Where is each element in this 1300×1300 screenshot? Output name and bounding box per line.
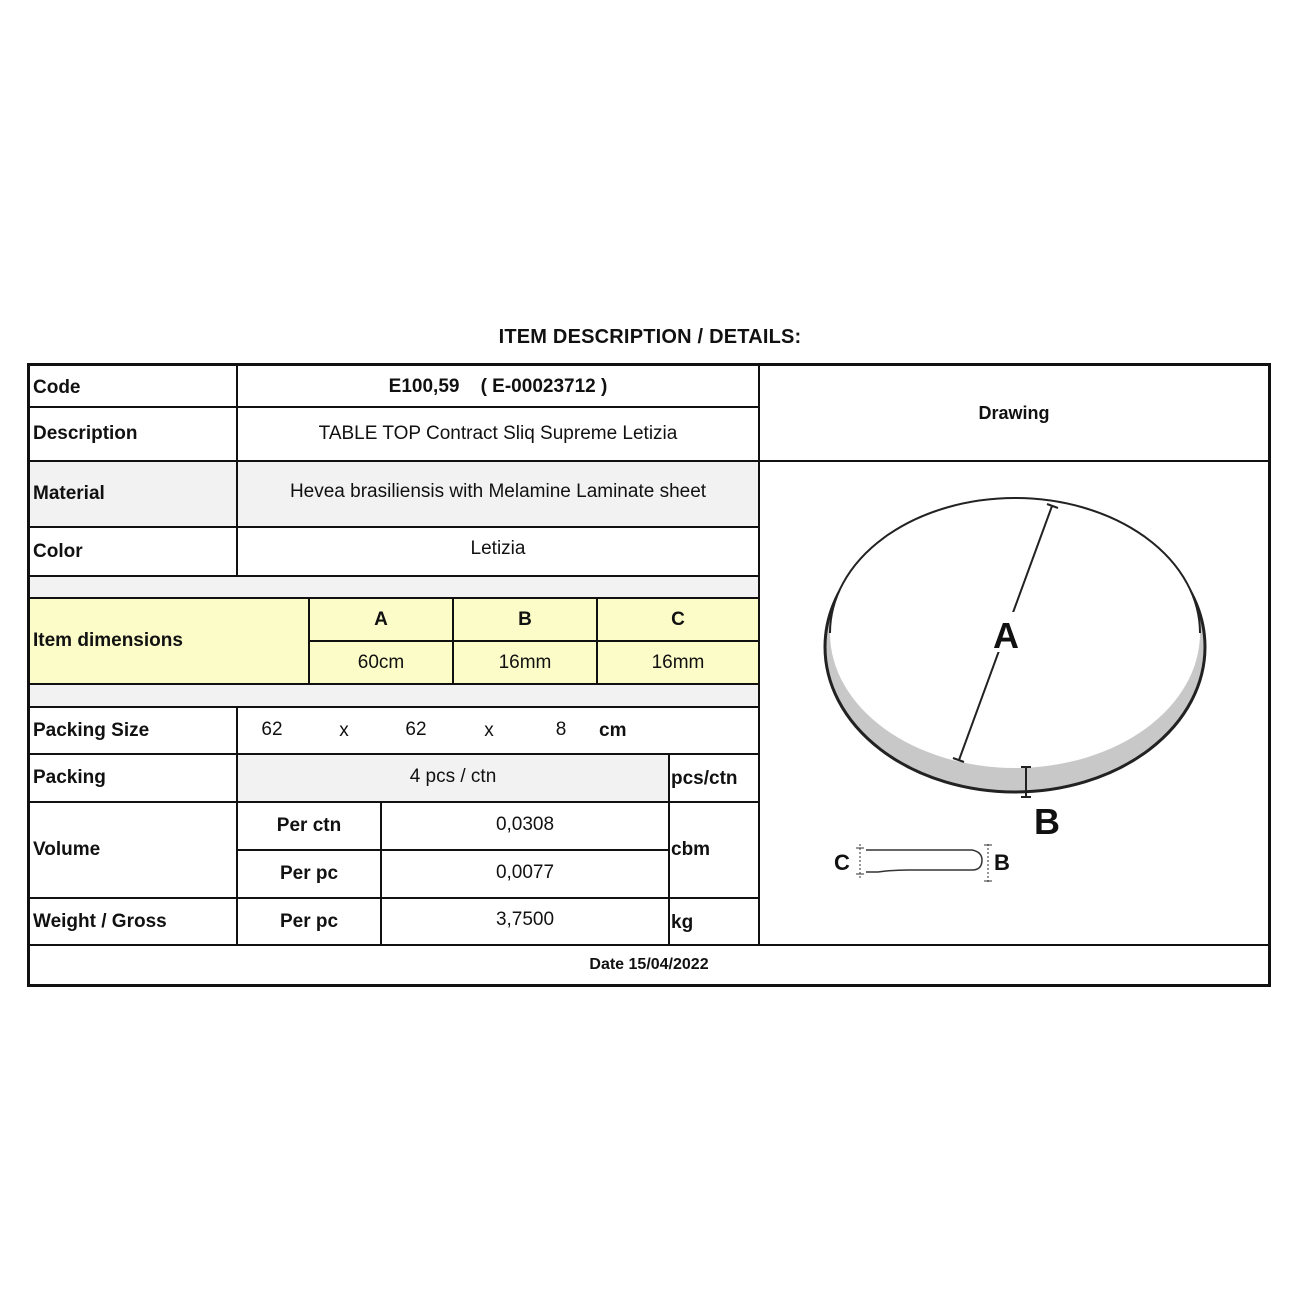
- packing-value: 4 pcs / ctn: [409, 766, 497, 787]
- volume-per-ctn-value: 0,0308: [495, 814, 555, 835]
- dimension-c-value: 16mm: [651, 651, 705, 673]
- packing-size-times-2: x: [484, 720, 494, 741]
- dimension-b-header: B: [518, 608, 532, 630]
- color-value: Letizia: [470, 538, 526, 559]
- volume-label: Volume: [33, 839, 101, 860]
- spacer-row-bg: [30, 576, 758, 598]
- dimension-c-header: C: [671, 608, 685, 630]
- color-label: Color: [33, 541, 83, 562]
- packing-size-length: 62: [261, 719, 283, 740]
- dimension-b-small-text: B: [994, 850, 1010, 875]
- volume-per-pc-label: Per pc: [279, 863, 339, 884]
- dimension-a-value: 60cm: [357, 651, 405, 673]
- code-value: E100,59 ( E-00023712 ): [388, 376, 608, 397]
- weight-value: 3,7500: [495, 909, 555, 930]
- edge-profile: [866, 850, 982, 872]
- volume-unit: cbm: [671, 839, 711, 860]
- drawing-header: Drawing: [978, 402, 1050, 423]
- dimension-b-value: 16mm: [498, 651, 552, 673]
- material-label: Material: [33, 483, 105, 504]
- packing-label: Packing: [33, 767, 106, 788]
- code-label: Code: [33, 377, 81, 398]
- description-label: Description: [33, 423, 138, 444]
- dimension-b-text: B: [1034, 801, 1060, 842]
- packing-size-times-1: x: [339, 720, 349, 741]
- description-value: TABLE TOP Contract Sliq Supreme Letizia: [318, 423, 678, 444]
- packing-size-label: Packing Size: [33, 720, 150, 741]
- material-value: Hevea brasiliensis with Melamine Laminate sheet: [289, 481, 707, 502]
- packing-unit: pcs/ctn: [671, 768, 738, 789]
- packing-size-width: 62: [405, 719, 427, 740]
- weight-unit: kg: [671, 912, 694, 933]
- dimension-c-small-text: C: [834, 850, 850, 875]
- packing-size-height: 8: [555, 719, 567, 740]
- dimension-a-text: A: [993, 615, 1019, 656]
- weight-per-pc-label: Per pc: [279, 911, 339, 932]
- spacer-row-bg-2: [30, 684, 758, 707]
- dimensions-label: Item dimensions: [33, 630, 183, 651]
- item-details-sheet: [27, 363, 1271, 987]
- date-footer: Date 15/04/2022: [589, 956, 709, 973]
- dimension-a-header: A: [374, 608, 388, 630]
- volume-per-pc-value: 0,0077: [495, 862, 555, 883]
- table-top-drawing: [760, 462, 1268, 942]
- page-title: ITEM DESCRIPTION / DETAILS:: [498, 326, 802, 348]
- weight-label: Weight / Gross: [33, 911, 167, 932]
- volume-per-ctn-label: Per ctn: [276, 815, 342, 836]
- packing-size-unit: cm: [599, 720, 627, 741]
